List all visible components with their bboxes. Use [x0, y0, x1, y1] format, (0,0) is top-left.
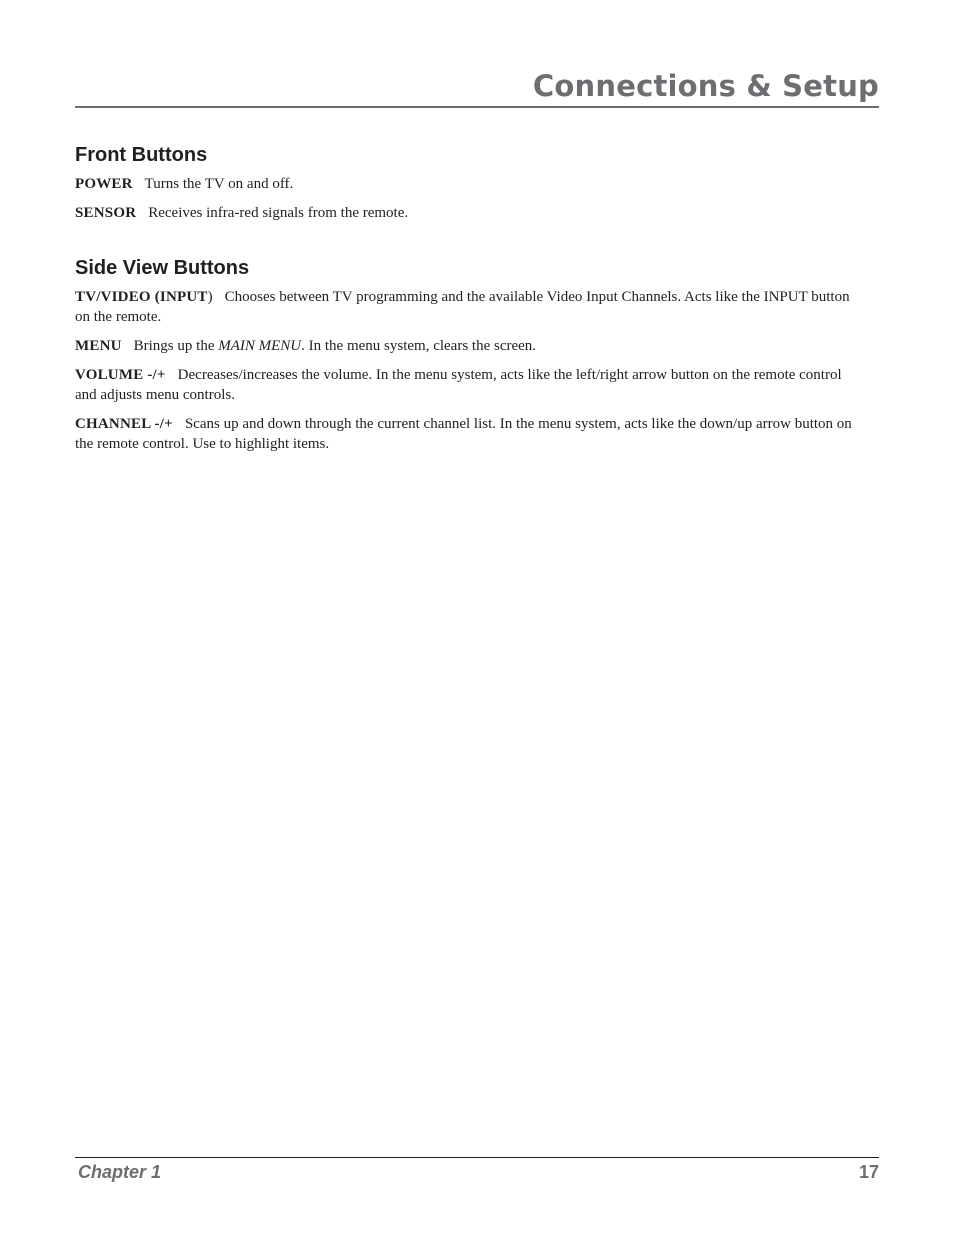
section-heading-side-view-buttons: Side View Buttons	[75, 257, 250, 279]
term-tv-video: TV/VIDEO (INPUT	[75, 289, 208, 305]
footer-chapter: Chapter 1	[78, 1162, 162, 1182]
description-channel: Scans up and down through the current channel list. In the menu system, acts like the down/up arrow button on the remote control. Use to highlight items.	[75, 416, 852, 452]
term-menu: MENU	[75, 338, 122, 354]
description-menu-before: Brings up the	[133, 338, 219, 354]
description-tv-video: Chooses between TV programming and the available Video Input Channels. Acts like the INPUT button on the remote.	[75, 289, 850, 325]
description-menu-after: . In the menu system, clears the screen.	[301, 338, 537, 354]
term-sensor: SENSOR	[75, 205, 137, 221]
description-menu-emphasis: MAIN MENU	[218, 338, 302, 354]
description-power: Turns the TV on and off.	[144, 176, 294, 192]
page-title: Connections & Setup	[532, 69, 879, 103]
footer-page-number: 17	[858, 1162, 879, 1182]
page-footer	[75, 1157, 879, 1188]
entry-volume	[75, 365, 855, 405]
entry-power	[75, 174, 855, 194]
entry-menu	[75, 336, 855, 356]
page-content	[75, 142, 855, 463]
description-sensor: Receives infra-red signals from the remote.	[148, 205, 409, 221]
entry-sensor	[75, 203, 855, 223]
section-heading-front-buttons: Front Buttons	[75, 144, 208, 166]
page-header	[75, 62, 879, 108]
term-channel: CHANNEL -/+	[75, 416, 173, 432]
term-power: POWER	[75, 176, 133, 192]
description-volume: Decreases/increases the volume. In the menu system, acts like the left/right arrow button on the remote control and adjusts menu controls.	[75, 367, 842, 403]
entry-channel	[75, 414, 855, 454]
term-volume: VOLUME -/+	[75, 367, 166, 383]
entry-tv-video	[75, 287, 855, 327]
term-tv-video-close: )	[207, 289, 213, 305]
